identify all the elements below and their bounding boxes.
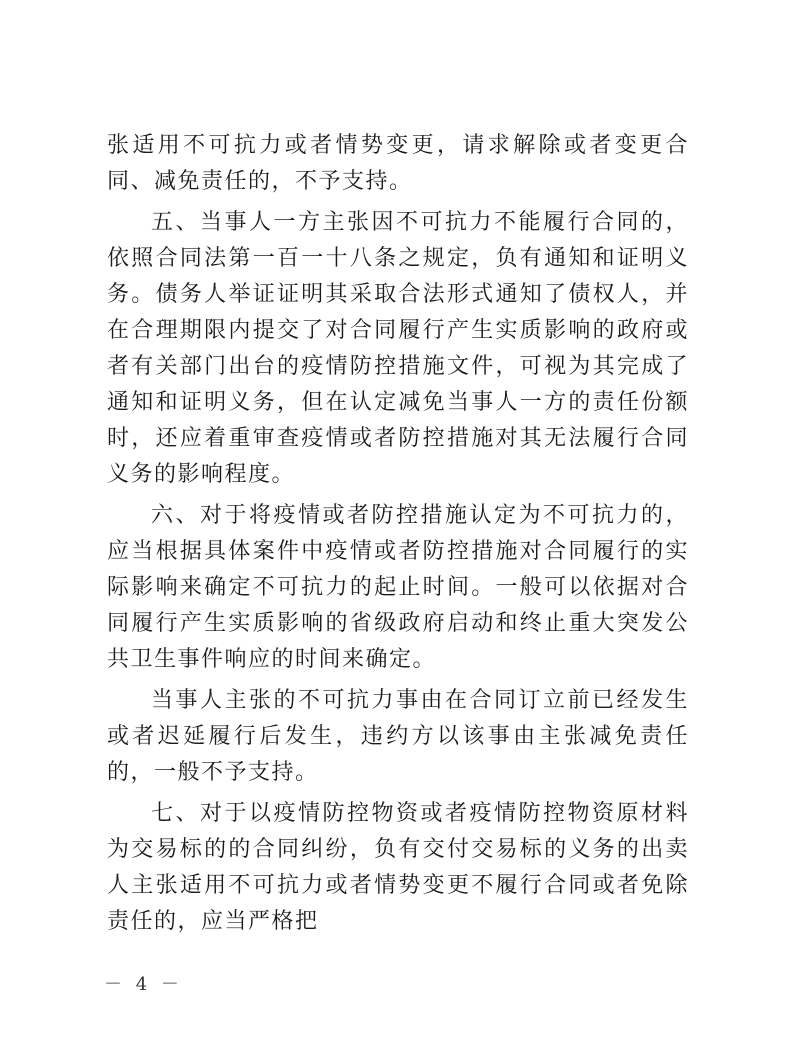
paragraph-item-6: 六、对于将疫情或者防控措施认定为不可抗力的，应当根据具体案件中疫情或者防控措施对合同履行的实际影响来确定不可抗力的起止时间。一般可以依据对合同履行产生实质影响的省级政府启动和终止重大突发公共卫生事件响应的时间来确定。 — [107, 503, 689, 672]
paragraph-continued: 张适用不可抗力或者情势变更，请求解除或者变更合同、减免责任的，不予支持。 — [107, 133, 689, 194]
paragraph-item-7: 七、对于以疫情防控物资或者疫情防控物资原材料为交易标的的合同纠纷，负有交付交易标的义务的出卖人主张适用不可抗力或者情势变更不履行合同或者免除责任的，应当严格把 — [107, 801, 689, 934]
paragraph-item-5: 五、当事人一方主张因不可抗力不能履行合同的，依照合同法第一百一十八条之规定，负有通知和证明义务。债务人举证证明其采取合法形式通知了债权人，并在合理期限内提交了对合同履行产生实质影响的政府或者有关部门出台的疫情防控措施文件，可视为其完成了通知和证明义务，但在认定减免当事人一方的责任份额时，还应着重审查疫情或者防控措施对其无法履行合同义务的影响程度。 — [107, 210, 689, 487]
paragraph-item-6-note: 当事人主张的不可抗力事由在合同订立前已经发生或者迟延履行后发生，违约方以该事由主张减免责任的，一般不予支持。 — [107, 688, 689, 785]
page-number: － 4 － — [104, 974, 183, 995]
document-body — [107, 128, 689, 945]
